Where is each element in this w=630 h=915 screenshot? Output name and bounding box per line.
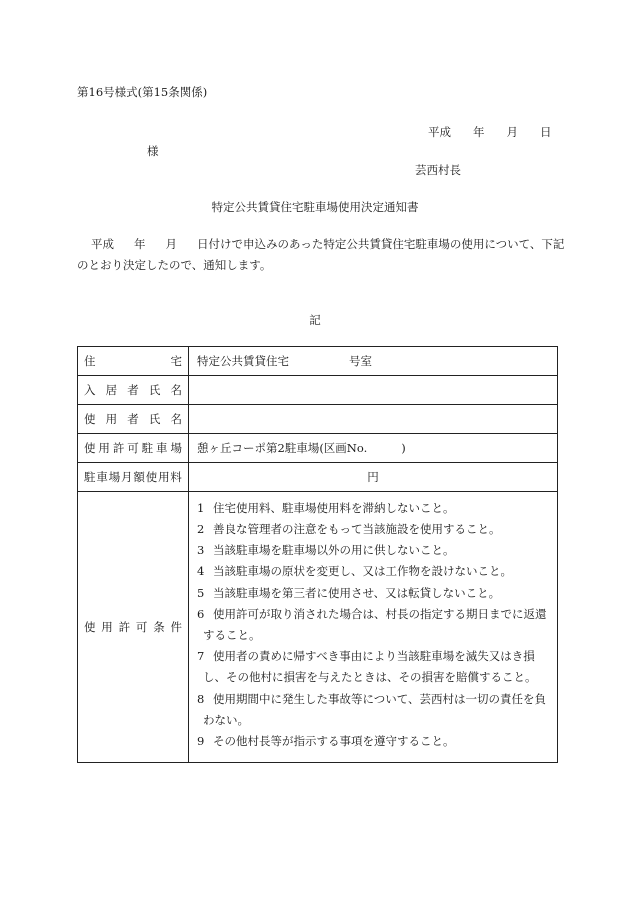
monthly-fee-label-char: 料 [170,470,182,484]
user-name-value[interactable] [189,405,558,434]
condition-number: 4 [197,564,205,579]
date-line [428,125,552,140]
condition-item [197,583,551,604]
resident-name-label-char: 者 [127,383,139,397]
parking-lot-label-char: 許 [112,441,125,455]
condition-text: その他村長等が指示する事項を遵守すること。 [213,734,455,749]
monthly-fee-label [78,463,189,492]
table-row-conditions [78,492,558,763]
monthly-fee-label-char: 場 [108,470,121,484]
condition-item [197,561,551,582]
condition-text: 善良な管理者の注意をもって当該施設を使用すること。 [213,521,501,536]
residence-label-char: 宅 [170,354,182,368]
conditions-label-char: 条 [153,620,165,634]
user-name-label-char: 氏 [148,412,161,426]
resident-name-value[interactable] [189,376,558,405]
conditions-label-char: 可 [135,620,148,634]
conditions-label-char: 用 [101,620,113,634]
parking-lot-label-char: 可 [127,441,139,455]
ki-heading: 記 [309,313,321,327]
parking-lot-label [78,434,189,463]
issuer: 芸西村長 [415,163,461,177]
condition-item [197,519,551,540]
parking-lot-label-char: 使 [84,441,96,455]
monthly-fee-label-char: 駐 [84,470,96,484]
parking-lot-label-char: 用 [98,441,110,455]
monthly-fee-label-char: 使 [145,470,158,484]
table-row-user-name [78,405,558,434]
monthly-fee-label-char: 額 [133,470,145,484]
intro-body: 日付けで申込みのあった特定公共賃貸住宅駐車場の使用について、下記のとおり決定したので、通知します。 [77,237,565,272]
date-year-unit: 年 [473,125,485,139]
parking-lot-label-char: 駐 [141,441,154,455]
condition-item [197,689,551,731]
condition-text: 使用期間中に発生した事故等について、芸西村は一切の責任を負 [213,691,547,706]
parking-lot-label-char: 車 [156,441,168,455]
condition-text-continued: し、その他村に損害を与えたときは、その損害を賠償すること。 [203,670,537,685]
user-name-label [78,405,189,434]
intro-month-unit: 月 [165,237,177,251]
document-title: 特定公共賃貸住宅駐車場使用決定通知書 [211,200,419,214]
monthly-fee-label-char: 車 [96,470,108,484]
condition-text-continued: わない。 [203,712,249,727]
condition-item [197,498,551,519]
intro-year-unit: 年 [134,237,146,251]
resident-name-label-char: 名 [170,383,182,397]
user-name-label-char: 名 [170,412,182,426]
monthly-fee-label-char: 月 [121,470,133,484]
condition-text: 使用許可が取り消された場合は、村長の指定する期日までに返還 [213,606,547,621]
date-month-unit: 月 [506,125,518,139]
parking-lot-close: ) [401,441,406,455]
conditions-label-char: 件 [170,620,182,634]
residence-label [78,347,189,376]
table-row-parking-lot [78,434,558,463]
conditions-list [189,494,557,760]
addressee-suffix: 様 [147,144,159,158]
parking-lot-label-char: 場 [170,441,182,455]
intro-paragraph [77,234,567,276]
condition-text: 当該駐車場を第三者に使用させ、又は転貸しないこと。 [213,585,501,600]
condition-number: 1 [197,500,205,515]
conditions-label-char: 許 [118,620,131,634]
user-name-label-char: 用 [105,412,118,426]
residence-room-suffix: 号室 [349,354,372,368]
table-row-residence [78,347,558,376]
residence-building: 特定公共賃貸住宅 [197,354,289,368]
condition-number: 7 [197,649,205,664]
user-name-label-char: 者 [127,412,139,426]
conditions-label [78,492,189,763]
condition-text: 使用者の責めに帰すべき事由により当該駐車場を滅失又はき損 [213,649,535,664]
monthly-fee-label-char: 用 [158,470,170,484]
resident-name-label-char: 居 [105,383,118,397]
condition-number: 2 [197,521,205,536]
condition-item [197,731,551,752]
intro-era: 平成 [91,237,114,251]
permit-table [77,346,558,763]
parking-lot-value [189,434,558,463]
user-name-label-char: 使 [84,412,96,426]
condition-number: 5 [197,585,205,600]
condition-item [197,540,551,561]
residence-label-char: 住 [84,354,96,368]
condition-text: 当該駐車場の原状を変更し、又は工作物を設けないこと。 [213,564,512,579]
conditions-value [189,492,558,763]
resident-name-label [78,376,189,405]
conditions-label-char: 使 [84,620,96,634]
table-row-resident-name [78,376,558,405]
resident-name-label-char: 入 [84,383,96,397]
date-era: 平成 [428,125,451,139]
condition-item [197,646,551,688]
condition-number: 9 [197,734,205,749]
date-day-unit: 日 [540,125,552,139]
resident-name-label-char: 氏 [148,383,161,397]
form-number: 第16号様式(第15条関係) [77,85,208,99]
parking-lot-text: 憩ヶ丘コーポ第2駐車場(区画No. [197,441,368,455]
condition-text: 当該駐車場を駐車場以外の用に供しないこと。 [213,543,455,558]
condition-text: 住宅使用料、駐車場使用料を滞納しないこと。 [213,500,455,515]
condition-text-continued: すること。 [203,628,261,642]
condition-number: 6 [197,606,205,621]
table-row-monthly-fee [78,463,558,492]
condition-number: 3 [197,543,205,558]
residence-value [189,347,558,376]
condition-item [197,604,551,646]
condition-number: 8 [197,691,205,706]
monthly-fee-value: 円 [189,463,558,492]
